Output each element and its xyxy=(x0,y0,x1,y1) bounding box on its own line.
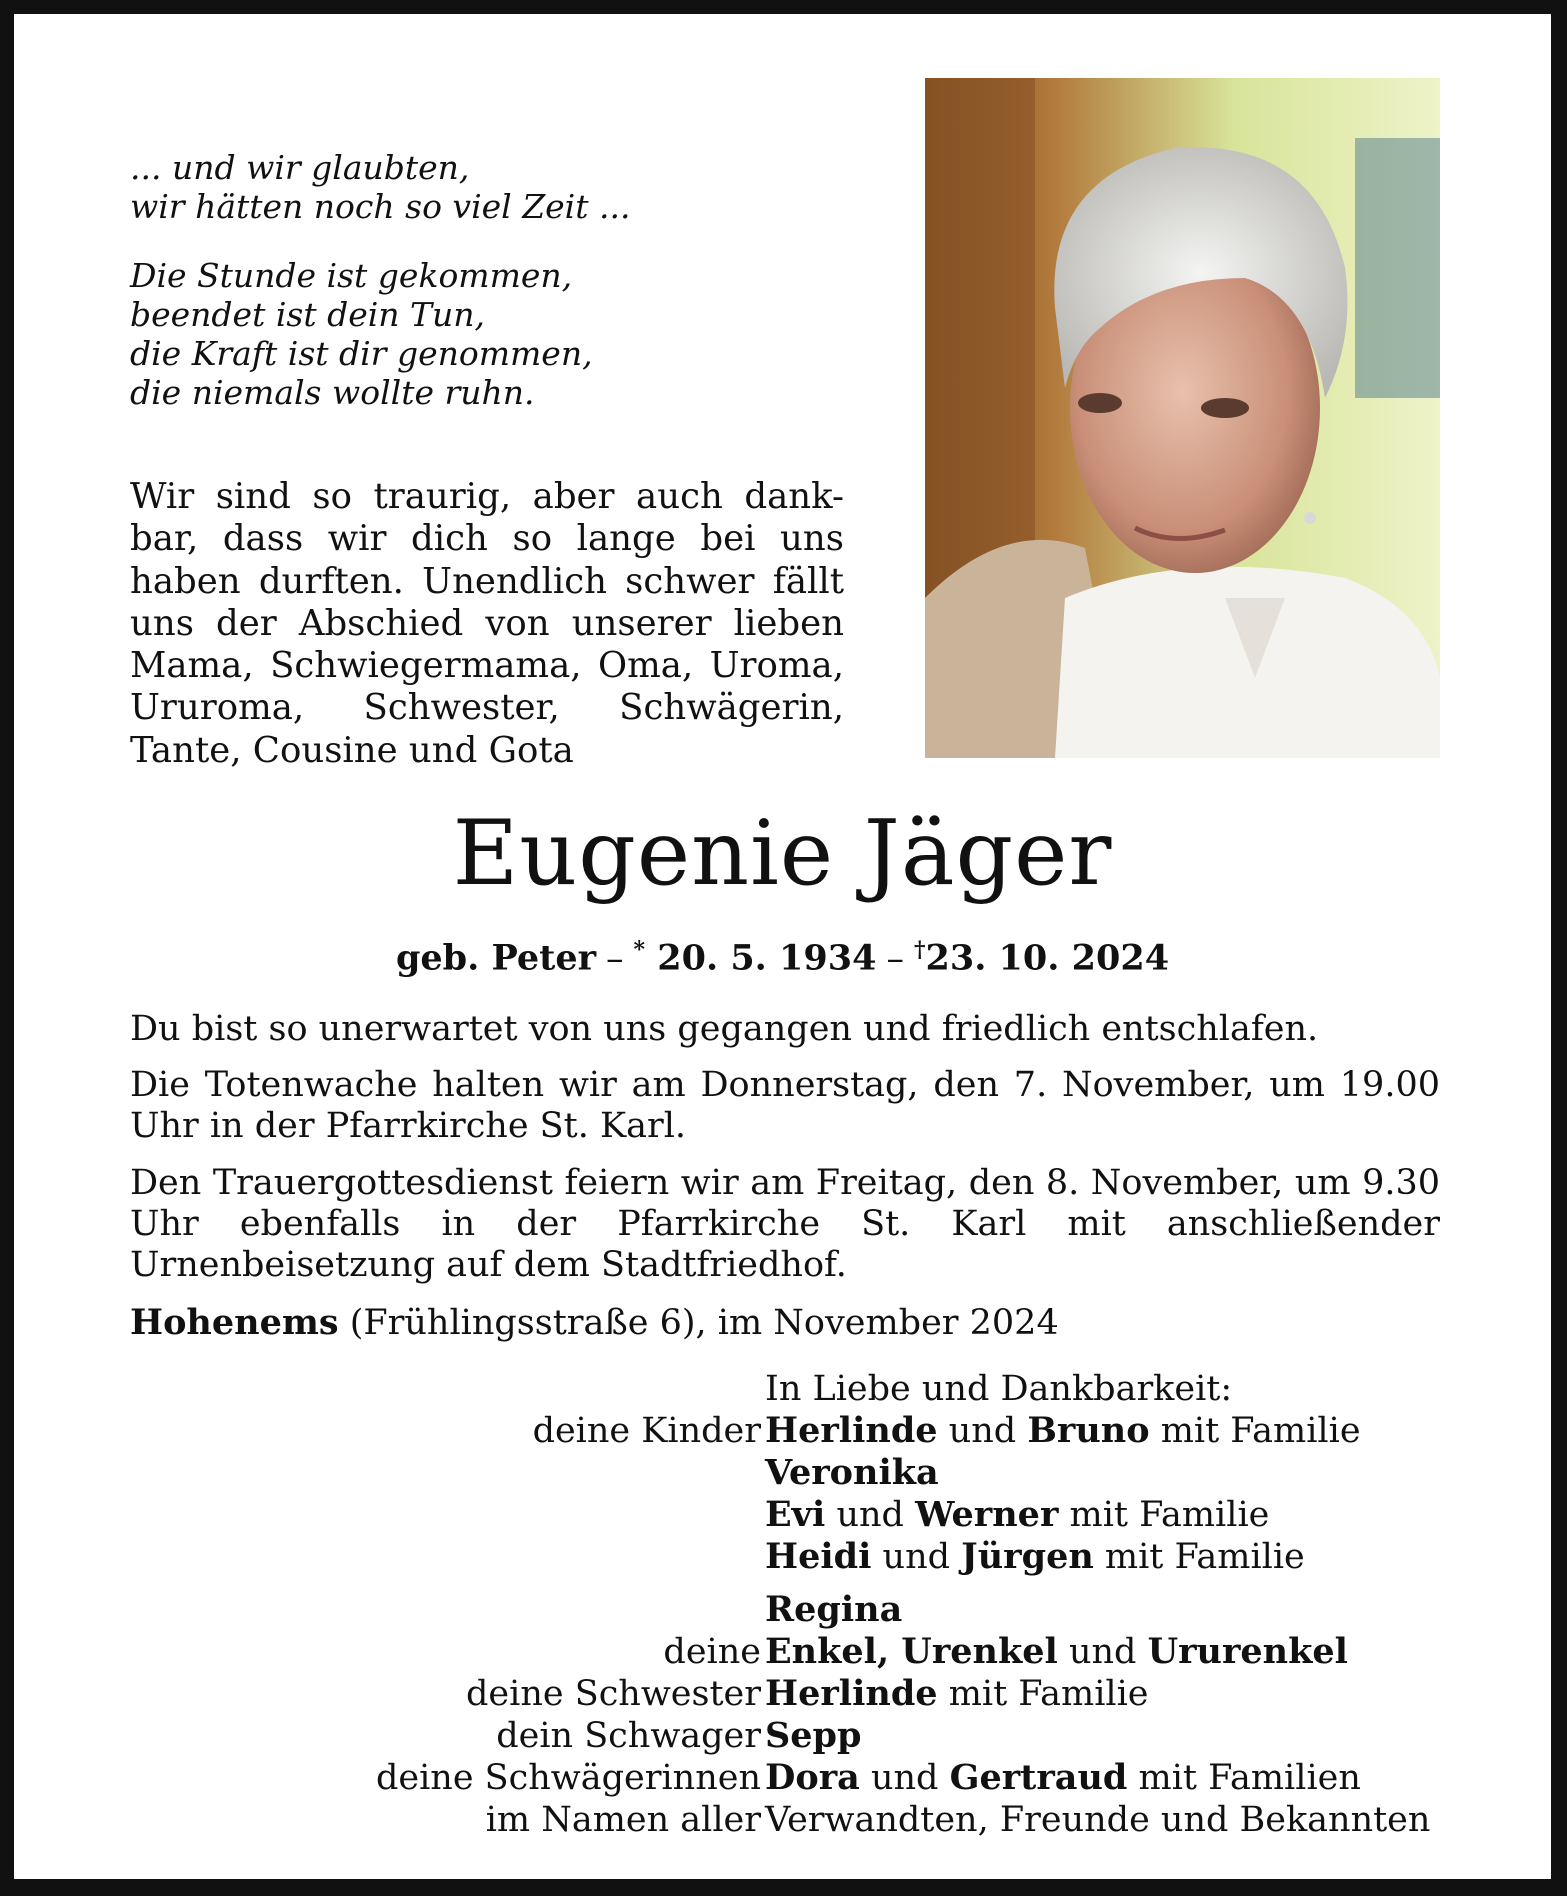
signer-name: Sepp xyxy=(765,1715,862,1756)
signer-name: Enkel, Urenkel xyxy=(765,1631,1058,1672)
birth-star-icon: * xyxy=(633,937,646,963)
death-date: 23. 10. 2024 xyxy=(925,937,1170,979)
signer-name: Heidi xyxy=(765,1536,872,1577)
relation-label-kinder: deine Kinder xyxy=(532,1411,761,1451)
poem-stanza-2: Die Stunde ist gekommen, beendet ist dein Tun, die Kraft ist dir genommen, die niemals wollte ruhn. xyxy=(130,256,593,412)
town-name: Hohenems xyxy=(130,1302,339,1343)
relation-label-schwager: dein Schwager xyxy=(496,1716,761,1756)
signer-suffix: mit Familie xyxy=(1058,1495,1270,1535)
signer-suffix: mit Familien xyxy=(1127,1758,1361,1798)
signer-name: Herlinde xyxy=(765,1673,938,1714)
relation-label-schwaegerinnen: deine Schwägerinnen xyxy=(375,1758,761,1798)
relation-label-schwester: deine Schwester xyxy=(466,1674,761,1714)
paragraph-wake: Die Totenwache halten wir am Donnerstag, den 7. November, um 19.00 Uhr in der Pfarrkirche St. Karl. xyxy=(130,1065,1440,1146)
relation-label-enkel: deine xyxy=(663,1632,761,1672)
signature-row-schwaegerinnen xyxy=(14,1757,1551,1799)
signer-name: Gertraud xyxy=(949,1757,1128,1798)
place-and-date xyxy=(130,1301,1059,1345)
birth-date: 20. 5. 1934 xyxy=(657,937,877,979)
signature-row-kind-4 xyxy=(14,1536,1551,1578)
paragraph-passed: Du bist so unerwartet von uns gegangen und friedlich entschlafen. xyxy=(130,1009,1319,1049)
signature-row-kind-5 xyxy=(14,1589,1551,1631)
signature-heading-row xyxy=(14,1368,1551,1410)
signer-name: Bruno xyxy=(1027,1410,1150,1451)
paragraph-funeral: Den Trauergottesdienst feiern wir am Freitag, den 8. November, um 9.30 Uhr ebenfalls in der Pfarrkirche St. Karl mit anschließender Urnenbeisetzung auf dem Stadtfriedhof. xyxy=(130,1163,1440,1285)
signature-row-kind-2 xyxy=(14,1452,1551,1494)
conjunction: und xyxy=(871,1537,962,1577)
death-cross-icon: † xyxy=(913,937,926,963)
signer-name: Dora xyxy=(765,1757,860,1798)
deceased-name: Eugenie Jäger xyxy=(452,801,1113,906)
address-date: (Frühlingsstraße 6), im November 2024 xyxy=(338,1303,1059,1343)
signature-row-enkel xyxy=(14,1631,1551,1673)
conjunction: und xyxy=(1057,1632,1148,1672)
signer-group: Verwandten, Freunde und Bekannten xyxy=(765,1800,1431,1840)
signature-heading: In Liebe und Dankbarkeit: xyxy=(765,1369,1233,1409)
intro-text: Wir sind so traurig, aber auch dank-bar, dass wir dich so lange bei uns haben durften. Unendlich schwer fällt uns der Abschied von unserer lieben Mama, Schwiegermama, Oma, Uroma, Ururoma, Schwester, Schwägerin, Tante, Cousine und Gota xyxy=(130,476,844,771)
signer-suffix: mit Familie xyxy=(1149,1411,1361,1451)
signer-suffix: mit Familie xyxy=(1093,1537,1305,1577)
signer-name: Regina xyxy=(765,1589,903,1630)
relation-label-namen: im Namen aller xyxy=(485,1800,761,1840)
signer-name: Evi xyxy=(765,1494,826,1535)
dates-dash: – xyxy=(886,938,904,979)
signature-row-kind-3 xyxy=(14,1494,1551,1536)
life-dates xyxy=(14,928,1551,981)
signer-name: Werner xyxy=(915,1494,1059,1535)
signature-row-kinder xyxy=(14,1410,1551,1452)
poem-stanza-1: ... und wir glaubten, wir hätten noch so viel Zeit ... xyxy=(130,148,631,226)
conjunction: und xyxy=(859,1758,950,1798)
signature-row-schwager xyxy=(14,1715,1551,1757)
dates-dash: – xyxy=(606,938,624,979)
signature-row-schwester xyxy=(14,1673,1551,1715)
signer-suffix: mit Familie xyxy=(937,1674,1149,1714)
portrait-image xyxy=(925,78,1440,758)
conjunction: und xyxy=(825,1495,916,1535)
signer-name: Veronika xyxy=(765,1452,939,1493)
signer-name: Ururenkel xyxy=(1147,1631,1348,1672)
conjunction: und xyxy=(937,1411,1028,1451)
portrait-photo xyxy=(925,78,1440,758)
signer-name: Jürgen xyxy=(961,1536,1094,1577)
signer-name: Herlinde xyxy=(765,1410,938,1451)
obituary-page xyxy=(14,14,1551,1879)
maiden-name: geb. Peter xyxy=(395,937,597,979)
signature-row-namen xyxy=(14,1799,1551,1841)
